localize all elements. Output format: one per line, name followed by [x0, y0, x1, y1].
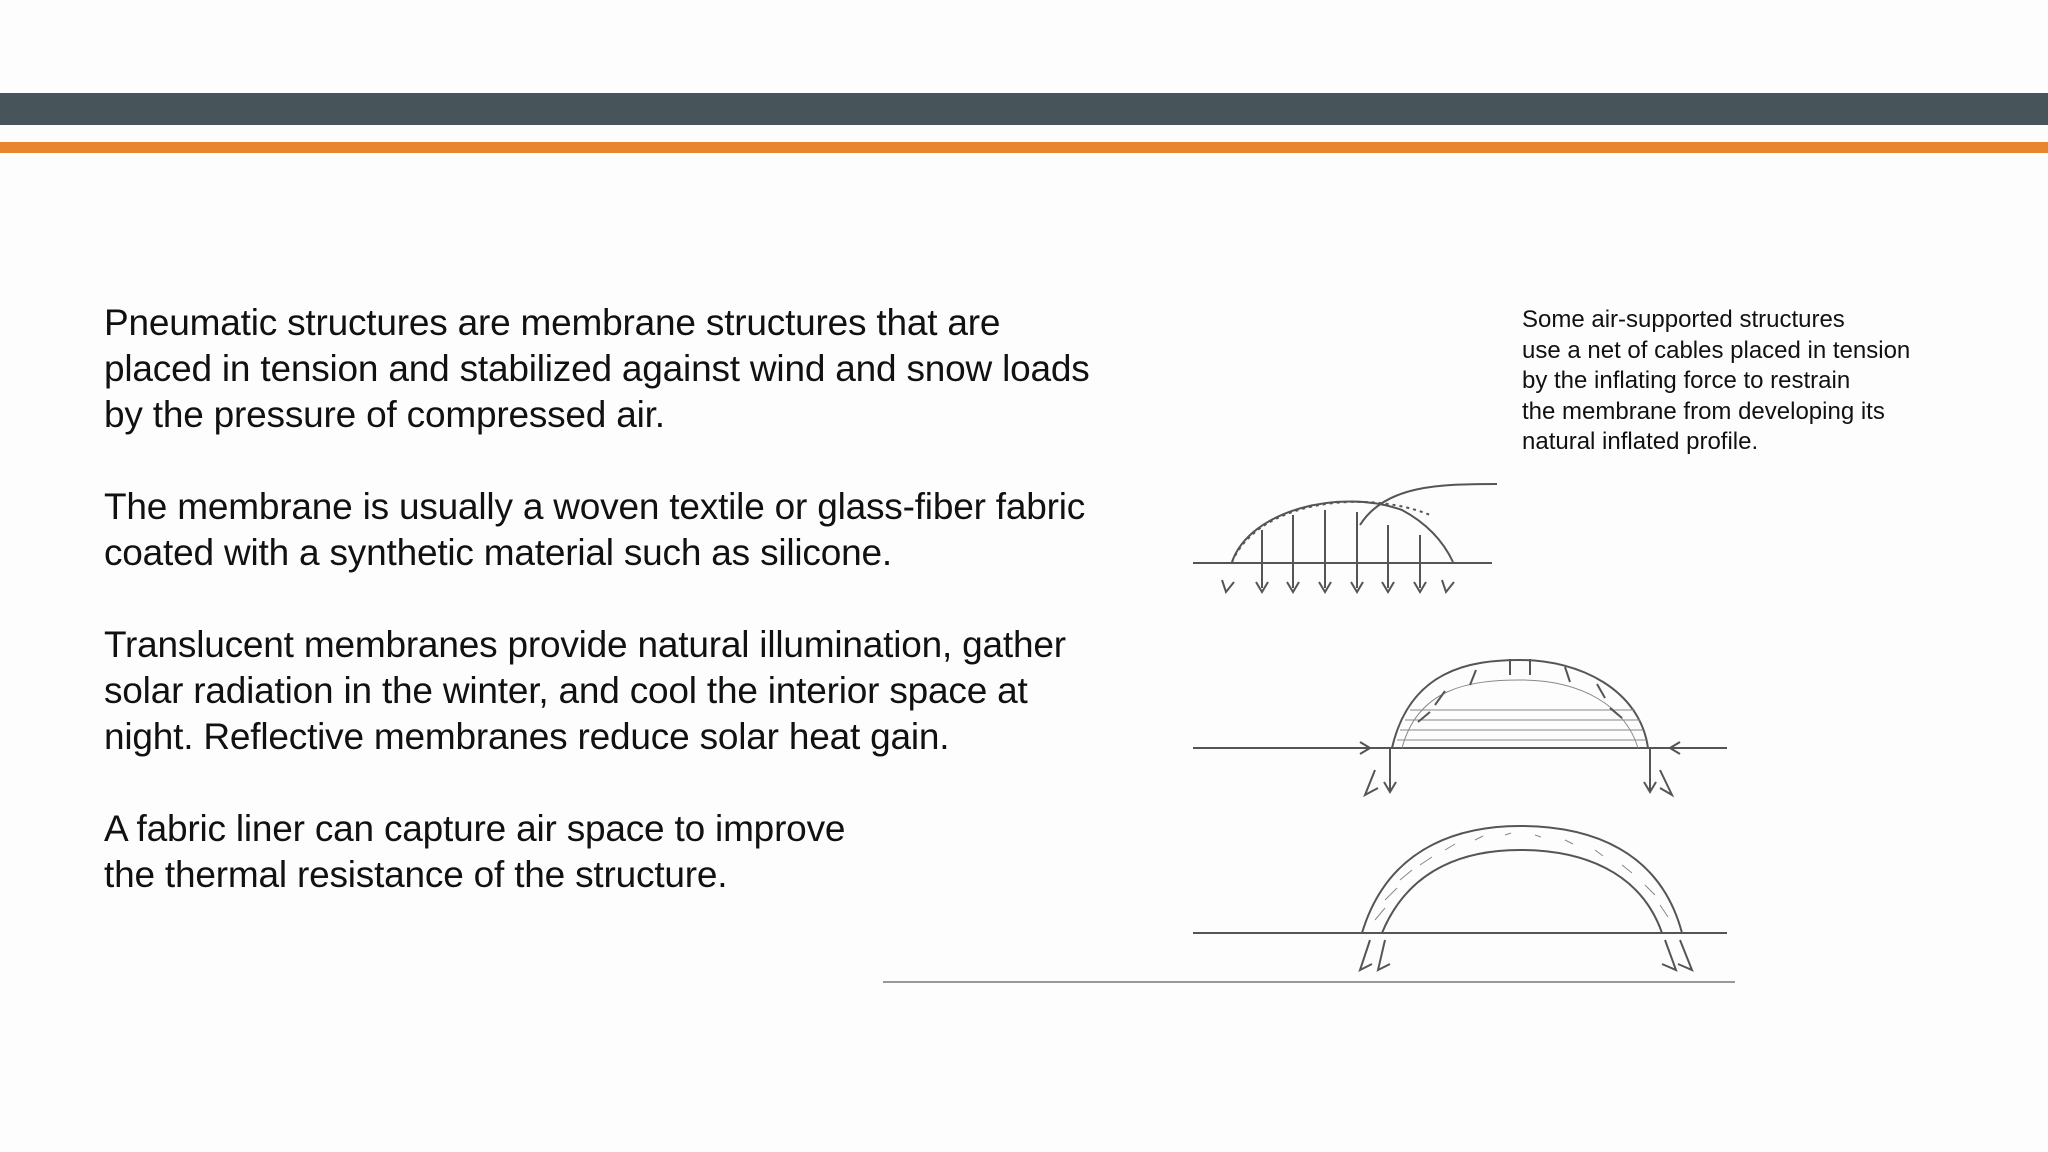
paragraph-translucent-membranes: Translucent membranes provide natural illumination, gather solar radiation in the winter, and cool the interior space at night. Reflective membranes reduce solar heat gain.: [104, 624, 1066, 757]
paragraph-pneumatic-definition: Pneumatic structures are membrane structures that are placed in tension and stabilized against wind and snow loads by the pressure of compressed air.: [104, 302, 1090, 435]
header-accent-band: [0, 142, 2048, 153]
paragraph-membrane-material: The membrane is usually a woven textile or glass-fiber fabric coated with a synthetic material such as silicone.: [104, 486, 1086, 573]
double-membrane-arch-sketch: [1193, 826, 1727, 970]
diagram-caption: Some air-supported structures use a net of cables placed in tension by the inflating force to restrain the membrane from developing its natural inflated profile.: [1522, 306, 1911, 455]
air-supported-structures-diagram: [870, 470, 1750, 990]
air-supported-dome-sketch: [1193, 659, 1727, 795]
paragraph-fabric-liner: A fabric liner can capture air space to improve the thermal resistance of the structure.: [104, 808, 846, 895]
cable-net-dome-sketch: [1193, 484, 1497, 592]
header-dark-band: [0, 93, 2048, 125]
